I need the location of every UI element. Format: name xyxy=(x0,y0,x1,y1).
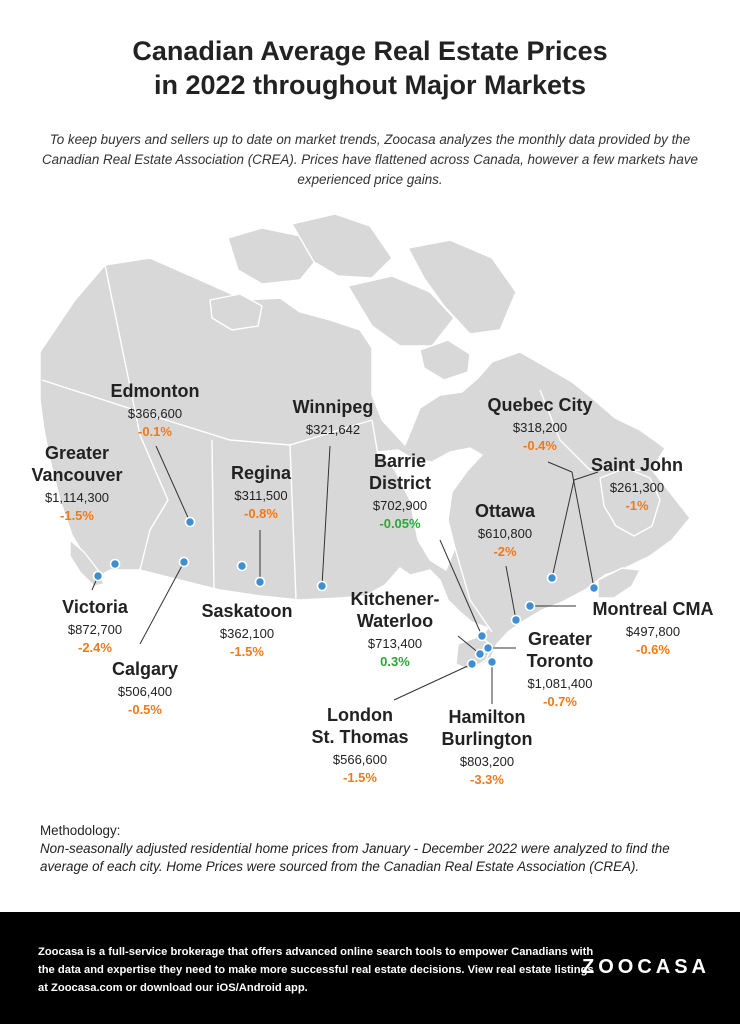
marker-barrie xyxy=(478,632,487,641)
city-price: $366,600 xyxy=(127,406,183,421)
city-change: -2% xyxy=(493,544,517,559)
title-line-1: Canadian Average Real Estate Prices xyxy=(132,36,608,66)
label-winnipeg xyxy=(248,396,418,439)
city-change: -0.5% xyxy=(128,702,162,717)
city-name: London St. Thomas xyxy=(311,705,409,747)
city-price: $362,100 xyxy=(219,626,275,641)
city-change: -1.5% xyxy=(343,770,377,785)
city-price: $321,642 xyxy=(305,422,361,437)
intro-text: To keep buyers and sellers up to date on market trends, Zoocasa analyzes the monthly data provided by the Canadian Real Estate Association (CREA). Prices have flattened across Canada, however a few markets have experienced price gains. xyxy=(42,132,698,187)
label-hamilton-burlington xyxy=(422,706,552,788)
marker-vancouver xyxy=(111,560,120,569)
city-name: Edmonton xyxy=(110,381,200,401)
label-victoria xyxy=(10,596,180,656)
city-change: -1.5% xyxy=(60,508,94,523)
city-name: Ottawa xyxy=(474,501,535,521)
label-edmonton xyxy=(70,380,240,440)
city-name: Saint John xyxy=(590,455,683,475)
city-change: -3.3% xyxy=(470,772,504,787)
city-name: Regina xyxy=(230,463,291,483)
city-price: $1,081,400 xyxy=(527,676,593,691)
city-change: -2.4% xyxy=(78,640,112,655)
city-change: 0.3% xyxy=(380,654,410,669)
marker-toronto xyxy=(484,644,493,653)
label-kitchener-waterloo xyxy=(330,588,460,670)
city-price: $872,700 xyxy=(67,622,123,637)
city-name: Greater Vancouver xyxy=(31,443,123,485)
city-price: $702,900 xyxy=(372,498,428,513)
city-price: $311,500 xyxy=(234,488,288,503)
city-price: $610,800 xyxy=(477,526,533,541)
city-change: -1% xyxy=(625,498,649,513)
city-price: $713,400 xyxy=(367,636,423,651)
city-price: $1,114,300 xyxy=(44,490,110,505)
marker-victoria xyxy=(94,572,103,581)
methodology-text: Non-seasonally adjusted residential home prices from January - December 2022 were analyzed to find the average of each city. Home Prices were sourced from the Canadian Real Estate Association (CREA). xyxy=(40,841,670,874)
label-regina xyxy=(176,462,346,522)
city-price: $506,400 xyxy=(117,684,173,699)
city-price: $566,600 xyxy=(332,752,388,767)
marker-kitchener xyxy=(476,650,485,659)
label-greater-toronto xyxy=(500,628,620,710)
city-price: $318,200 xyxy=(512,420,568,435)
label-greater-vancouver xyxy=(2,442,152,524)
city-name: Victoria xyxy=(62,597,128,617)
city-change: -0.05% xyxy=(379,516,421,531)
city-name: Montreal CMA xyxy=(592,599,714,619)
city-change: -0.6% xyxy=(636,642,670,657)
city-price: $497,800 xyxy=(625,624,681,639)
label-calgary xyxy=(60,658,230,718)
city-price: $261,300 xyxy=(609,480,665,495)
zoocasa-logo: ZOOCASA xyxy=(582,956,710,978)
marker-winnipeg xyxy=(318,582,327,591)
city-name: Winnipeg xyxy=(292,397,374,417)
methodology-label: Methodology: xyxy=(40,823,121,838)
title-line-2: in 2022 throughout Major Markets xyxy=(153,70,587,100)
city-name: Calgary xyxy=(111,659,179,679)
city-name: Barrie District xyxy=(368,451,431,493)
marker-quebec xyxy=(590,584,599,593)
label-quebec-city xyxy=(455,394,625,454)
footer-text: Zoocasa is a full-service brokerage that offers advanced online search tools to empower Canadians with the data and expertise they need to make more successful real estate decisions. View real estate listings at Zoocasa.com or download our iOS/Android app. xyxy=(38,946,594,994)
marker-montreal xyxy=(526,602,535,611)
marker-saskatoon xyxy=(238,562,247,571)
marker-london xyxy=(468,660,477,669)
city-change: -0.4% xyxy=(523,438,557,453)
city-name: Hamilton Burlington xyxy=(441,707,533,749)
city-name: Greater Toronto xyxy=(526,629,594,671)
city-change: -1.5% xyxy=(230,644,264,659)
marker-calgary xyxy=(180,558,189,567)
city-price: $803,200 xyxy=(459,754,515,769)
marker-saintjohn xyxy=(548,574,557,583)
label-saskatoon xyxy=(162,600,332,660)
city-name: Kitchener- Waterloo xyxy=(350,589,440,631)
label-ottawa xyxy=(420,500,590,560)
marker-ottawa xyxy=(512,616,521,625)
city-name: Quebec City xyxy=(487,395,593,415)
city-change: -0.8% xyxy=(244,506,278,521)
city-name: Saskatoon xyxy=(201,601,293,621)
footer xyxy=(0,912,740,1024)
city-change: -0.1% xyxy=(138,424,172,439)
marker-regina xyxy=(256,578,265,587)
city-change: -0.7% xyxy=(543,694,577,709)
methodology xyxy=(40,822,720,876)
marker-hamilton xyxy=(488,658,497,667)
label-london-st-thomas xyxy=(300,704,420,786)
